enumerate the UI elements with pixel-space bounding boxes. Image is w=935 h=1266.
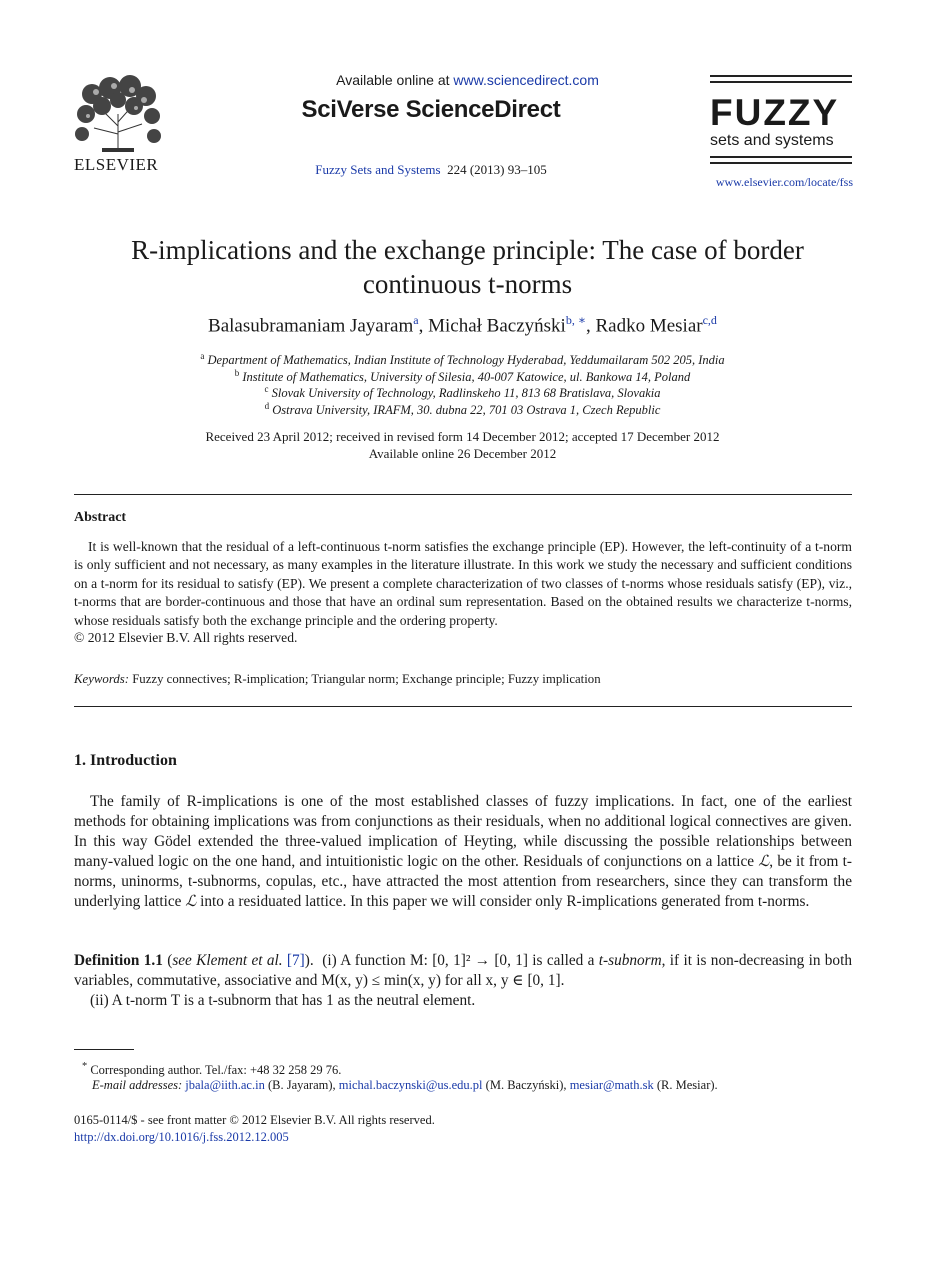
- author-name: Michał Baczyński: [428, 315, 566, 337]
- definition-part-ii: (ii) A t-norm T is a t-subnorm that has 1 as the neutral element.: [90, 992, 476, 1009]
- received-dates: Received 23 April 2012; received in revised form 14 December 2012; accepted 17 December 2012: [205, 429, 720, 444]
- affiliation: $^c$ Slovak University of Technology, Radlinskeho 11, 813 68 Bratislava, Slovakia: [264, 384, 661, 401]
- journal-reference: Fuzzy Sets and Systems 224 (2013) 93–105: [315, 162, 547, 177]
- journal-logo-rule: [710, 162, 852, 164]
- author-name: Radko Mesiar: [595, 315, 703, 337]
- email-link[interactable]: michal.baczynski@us.edu.pl: [338, 1078, 483, 1092]
- intro-paragraph: The family of R-implications is one of the most established classes of fuzzy implications. In fact, one of the earliest methods for obtaining implications was from conjunctions as their residuals, when no additional logical connectives are given. In this way Gödel extended the three-valued implication of Heyting, while discussing the possible relationships between many-valued logic on the one hand, and intuitionistic logic on the other. Residuals of conjunctions on a lattice ℒ, be it from t-norms, uninorms, t-subnorms, copulas, etc., have attracted the most attention from researchers, since they can transform the underlying lattice ℒ into a residuated lattice. In this paper we will consider only R-implications generated from t-norms.: [74, 793, 852, 910]
- journal-name-link[interactable]: Fuzzy Sets and Systems: [315, 162, 441, 177]
- platform-name: SciVerse ScienceDirect: [301, 96, 561, 123]
- journal-url-link[interactable]: www.elsevier.com/locate/fss: [715, 175, 853, 189]
- definition: Definition 1.1 (see Klement et al. [7]). (i) A function M: [0, 1]² → [0, 1] is called a t-subnorm, if it is non-decreasing in both variables, commutative, associative and M(x, y) ≤ min(x, y) for all x, y ∈ [0, 1].: [74, 952, 852, 989]
- definition-label: Definition 1.1: [74, 952, 163, 969]
- email-link[interactable]: mesiar@math.sk: [569, 1078, 654, 1092]
- author-affil-sup[interactable]: b, ∗: [565, 313, 586, 327]
- affiliation: $^b$ Institute of Mathematics, University of Silesia, 40-007 Katowice, ul. Bankowa 14, Poland: [234, 368, 691, 385]
- doi-link[interactable]: http://dx.doi.org/10.1016/j.fss.2012.12.005: [74, 1130, 289, 1144]
- journal-logo-sub: sets and systems: [710, 132, 834, 149]
- citation-link[interactable]: [7]: [286, 952, 305, 969]
- article-title: R-implications and the exchange principle: The case of border continuous t-norms: [131, 235, 804, 299]
- keywords: Keywords: Fuzzy connectives; R-implication; Triangular norm; Exchange principle; Fuzzy implication: [74, 672, 601, 686]
- journal-logo-rule: [710, 81, 852, 83]
- author-name: Balasubramaniam Jayaram: [208, 315, 414, 337]
- section-heading: 1. Introduction: [74, 752, 177, 769]
- journal-logo-main: FUZZY: [710, 92, 840, 133]
- available-online: Available online at www.sciencedirect.com: [336, 72, 599, 88]
- publisher-name: ELSEVIER: [74, 155, 159, 174]
- divider: [74, 494, 852, 495]
- footnote-rule: [74, 1049, 134, 1050]
- affiliation: $^d$ Ostrava University, IRAFM, 30. dubna 22, 701 03 Ostrava 1, Czech Republic: [264, 401, 661, 418]
- affiliation: $^a$ Department of Mathematics, Indian Institute of Technology Hyderabad, Yeddumailaram 502 205, India: [200, 351, 725, 368]
- sciencedirect-link[interactable]: www.sciencedirect.com: [453, 72, 599, 88]
- email-link[interactable]: jbala@iith.ac.in: [185, 1078, 265, 1092]
- corresponding-footnote: * Corresponding author. Tel./fax: +48 32 258 29 76.: [82, 1061, 342, 1078]
- abstract-copyright: © 2012 Elsevier B.V. All rights reserved.: [74, 630, 298, 645]
- divider: [74, 706, 852, 707]
- journal-url: [690, 175, 853, 190]
- available-online-date: Available online 26 December 2012: [368, 446, 557, 461]
- email-footnote: E-mail addresses: jbala@iith.ac.in (B. Jayaram), michal.baczynski@us.edu.pl (M. Baczyński), mesiar@math.sk (R. Mesiar).: [92, 1078, 718, 1092]
- author-list: Balasubramaniam Jayaram$^a$, Michał Baczyński$^{b, ∗}$, Radko Mesiar$^{c,d}$: [208, 313, 717, 337]
- author-affil-sup[interactable]: c,d: [702, 313, 717, 327]
- author-affil-sup[interactable]: a: [413, 313, 419, 327]
- abstract-heading: Abstract: [74, 510, 127, 525]
- abstract-text: It is well-known that the residual of a left-continuous t-norm satisfies the exchange principle (EP). However, the left-continuity of a t-norm is only sufficient and not necessary, as many examples in the literature illustrate. In this work we study the necessary and sufficient conditions on a t-norm for its residual to satisfy (EP). We present a complete characterization of two classes of t-norms whose residuals satisfy (EP), viz., t-norms that are border-continuous and those that have an ordinal sum representation. Based on the obtained results we characterize t-norms, whose residuals satisfy both the exchange principle and the ordering property.: [74, 539, 852, 628]
- journal-logo-rule: [710, 75, 852, 77]
- issn-line: 0165-0114/$ - see front matter © 2012 Elsevier B.V. All rights reserved.: [74, 1113, 435, 1127]
- journal-logo-rule: [710, 156, 852, 158]
